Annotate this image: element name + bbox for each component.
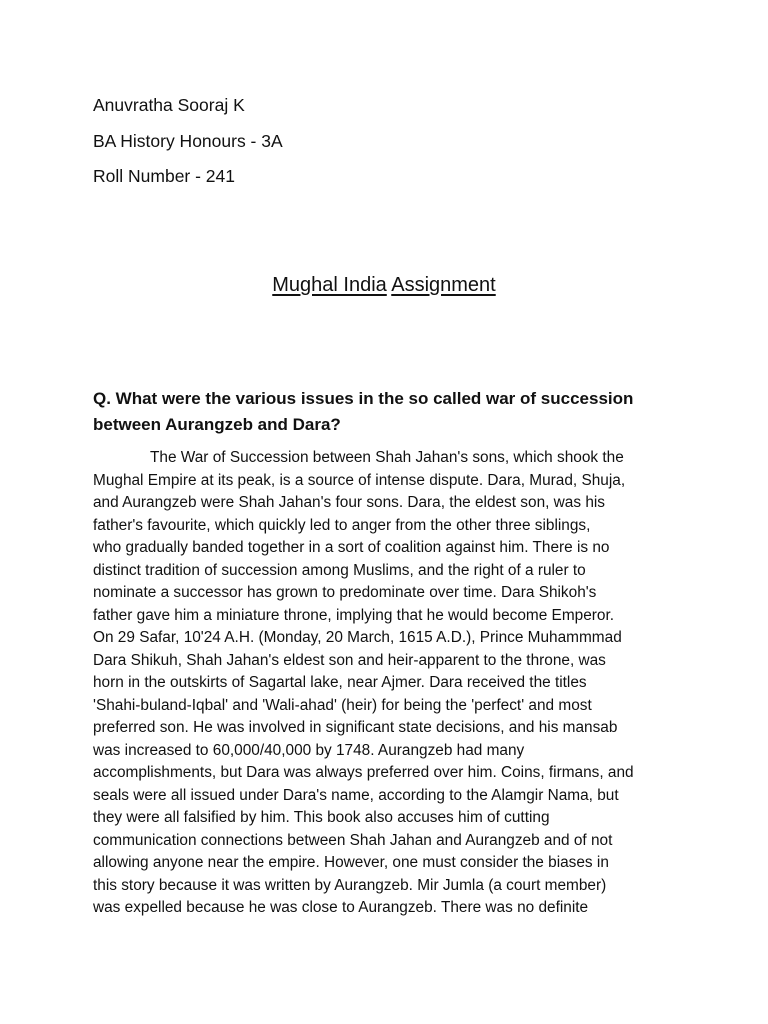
title-subject: Mughal India: [272, 274, 387, 296]
author-name: Anuvratha Sooraj K: [93, 95, 245, 115]
paragraph-line: The War of Succession between Shah Jahan's sons, which shook the: [150, 449, 624, 466]
document-page: Anuvratha Sooraj K BA History Honours - 3A Roll Number - 241 Mughal India Assignment Q. What were the various issues in the so called war of succession between Aurangzeb and Dara? The War of Succession between Shah Jahan's sons, which shook the Mughal Empire at its peak, is a source of intense dispute. Dara, Murad, Shuja, and Aurangzeb were Shah Jahan's four sons. Dara, the eldest son, was his father's favourite, which quickly led to anger from the other three siblings, who gradually banded together in a sort of coalition against him. There is no distinct tradition of succession among Muslims, and the right of a ruler to nominate a successor has grown to predominate over time. Dara Shikoh's father gave him a miniature throne, implying that he would become Emperor. On 29 Safar, 10'24 A.H. (Monday, 20 March, 1615 A.D.), Prince Muhammmad Dara Shikuh, Shah Jahan's eldest son and heir-apparent to the throne, was horn in the outskirts of Sagartal lake, near Ajmer. Dara received the titles 'Shahi-buland-Iqbal' and 'Wali-ahad' (heir) for being the 'perfect' and most preferred son. He was involved in significant state decisions, and his mansab was increased to 60,000/40,000 by 1748. Aurangzeb had many accomplishments, but Dara was always preferred over him. Coins, firmans, and seals were all issued under Dara's name, according to the Alamgir Nama, but they were all falsified by him. This book also accuses him of cutting communication connections between Shah Jahan and Aurangzeb and of not allowing anyone near the empire. However, one must consider the biases in this story because it was written by Aurangzeb. Mir Jumla (a court member) was expelled because he was close to Aurangzeb. There was no definite: [0, 0, 768, 1024]
document-title: [0, 271, 768, 299]
course-name: BA History Honours - 3A: [93, 130, 283, 151]
question-line: between Aurangzeb and Dara?: [93, 415, 341, 434]
title-assignment: Assignment: [391, 274, 496, 296]
question-line: Q. What were the various issues in the so called war of succession: [93, 389, 634, 408]
author-info: [93, 88, 283, 195]
question-heading: [93, 386, 683, 438]
roll-number: Roll Number - 241: [93, 166, 235, 186]
